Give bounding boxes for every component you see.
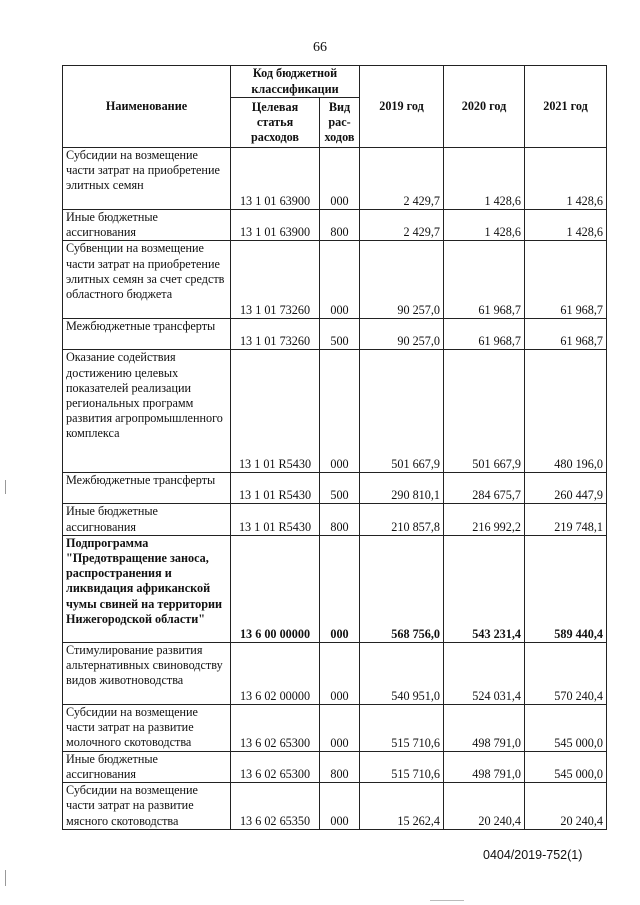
header-expense-kind: Вид рас-ходов (320, 98, 360, 148)
row-value-2020: 543 231,4 (444, 535, 525, 642)
row-name: Иные бюджетные ассигнования (63, 210, 231, 241)
row-value-2020: 284 675,7 (444, 473, 525, 504)
row-expense-kind: 000 (320, 783, 360, 830)
row-name: Иные бюджетные ассигнования (63, 504, 231, 535)
row-name: Субвенции на возмещение части затрат на приобретение элитных семян за счет средств областного бюджета (63, 241, 231, 319)
row-target-code: 13 1 01 R5430 (231, 473, 320, 504)
row-target-code: 13 6 02 00000 (231, 642, 320, 704)
row-expense-kind: 000 (320, 704, 360, 751)
row-value-2020: 61 968,7 (444, 319, 525, 350)
table-row (63, 241, 607, 319)
header-target-article: Целевая статья расходов (231, 98, 320, 148)
row-value-2021: 545 000,0 (525, 751, 607, 782)
document-code: 0404/2019-752(1) (483, 848, 583, 862)
row-expense-kind: 000 (320, 642, 360, 704)
row-target-code: 13 1 01 R5430 (231, 504, 320, 535)
row-target-code: 13 1 01 63900 (231, 210, 320, 241)
table-row (63, 473, 607, 504)
row-expense-kind: 500 (320, 473, 360, 504)
row-value-2021: 61 968,7 (525, 319, 607, 350)
row-name: Стимулирование развития альтернативных свиноводству видов животноводства (63, 642, 231, 704)
table-row (63, 704, 607, 751)
row-name: Субсидии на возмещение части затрат на приобретение элитных семян (63, 148, 231, 210)
row-name: Подпрограмма "Предотвращение заноса, распространения и ликвидация африканской чумы свиней на территории Нижегородской области" (63, 535, 231, 642)
row-target-code: 13 6 02 65300 (231, 704, 320, 751)
row-value-2021: 260 447,9 (525, 473, 607, 504)
page-number: 66 (313, 40, 327, 55)
row-name: Иные бюджетные ассигнования (63, 751, 231, 782)
table-row (63, 504, 607, 535)
row-target-code: 13 1 01 R5430 (231, 350, 320, 473)
row-value-2021: 570 240,4 (525, 642, 607, 704)
row-value-2020: 501 667,9 (444, 350, 525, 473)
row-value-2019: 15 262,4 (360, 783, 444, 830)
row-value-2019: 2 429,7 (360, 210, 444, 241)
row-target-code: 13 1 01 63900 (231, 148, 320, 210)
row-value-2019: 90 257,0 (360, 241, 444, 319)
row-name: Субсидии на возмещение части затрат на развитие мясного скотоводства (63, 783, 231, 830)
row-expense-kind: 000 (320, 241, 360, 319)
row-target-code: 13 6 00 00000 (231, 535, 320, 642)
row-value-2019: 515 710,6 (360, 704, 444, 751)
header-year-2019: 2019 год (360, 66, 444, 148)
row-value-2020: 61 968,7 (444, 241, 525, 319)
row-target-code: 13 6 02 65350 (231, 783, 320, 830)
scan-mark (5, 870, 6, 886)
row-value-2021: 20 240,4 (525, 783, 607, 830)
row-value-2019: 540 951,0 (360, 642, 444, 704)
table-row (63, 642, 607, 704)
row-value-2020: 524 031,4 (444, 642, 525, 704)
row-value-2019: 90 257,0 (360, 319, 444, 350)
header-year-2020: 2020 год (444, 66, 525, 148)
row-name: Межбюджетные трансферты (63, 319, 231, 350)
row-expense-kind: 000 (320, 148, 360, 210)
row-value-2020: 1 428,6 (444, 148, 525, 210)
row-value-2021: 61 968,7 (525, 241, 607, 319)
table-row (63, 319, 607, 350)
row-expense-kind: 800 (320, 751, 360, 782)
row-expense-kind: 000 (320, 350, 360, 473)
row-value-2019: 501 667,9 (360, 350, 444, 473)
row-target-code: 13 1 01 73260 (231, 319, 320, 350)
row-name: Субсидии на возмещение части затрат на развитие молочного скотоводства (63, 704, 231, 751)
row-expense-kind: 800 (320, 504, 360, 535)
row-name: Оказание содействия достижению целевых показателей реализации региональных программ развития агропромышленного комплекса (63, 350, 231, 473)
header-name: Наименование (63, 66, 231, 148)
row-value-2020: 498 791,0 (444, 704, 525, 751)
row-value-2021: 589 440,4 (525, 535, 607, 642)
row-expense-kind: 500 (320, 319, 360, 350)
row-value-2020: 498 791,0 (444, 751, 525, 782)
budget-table (62, 65, 607, 830)
table-row (63, 751, 607, 782)
row-value-2020: 1 428,6 (444, 210, 525, 241)
row-value-2021: 1 428,6 (525, 148, 607, 210)
header-year-2021: 2021 год (525, 66, 607, 148)
row-value-2019: 290 810,1 (360, 473, 444, 504)
table-row (63, 210, 607, 241)
row-target-code: 13 6 02 65300 (231, 751, 320, 782)
scan-mark (5, 480, 6, 494)
row-expense-kind: 000 (320, 535, 360, 642)
row-value-2019: 210 857,8 (360, 504, 444, 535)
row-target-code: 13 1 01 73260 (231, 241, 320, 319)
table-row (63, 535, 607, 642)
row-name: Межбюджетные трансферты (63, 473, 231, 504)
row-value-2019: 2 429,7 (360, 148, 444, 210)
row-expense-kind: 800 (320, 210, 360, 241)
row-value-2020: 216 992,2 (444, 504, 525, 535)
row-value-2021: 545 000,0 (525, 704, 607, 751)
table-row (63, 783, 607, 830)
scan-mark (430, 900, 464, 901)
row-value-2021: 480 196,0 (525, 350, 607, 473)
row-value-2021: 219 748,1 (525, 504, 607, 535)
table-row (63, 350, 607, 473)
row-value-2021: 1 428,6 (525, 210, 607, 241)
row-value-2019: 568 756,0 (360, 535, 444, 642)
row-value-2019: 515 710,6 (360, 751, 444, 782)
header-code-group: Код бюджетной классификации (231, 66, 360, 98)
row-value-2020: 20 240,4 (444, 783, 525, 830)
table-row (63, 148, 607, 210)
